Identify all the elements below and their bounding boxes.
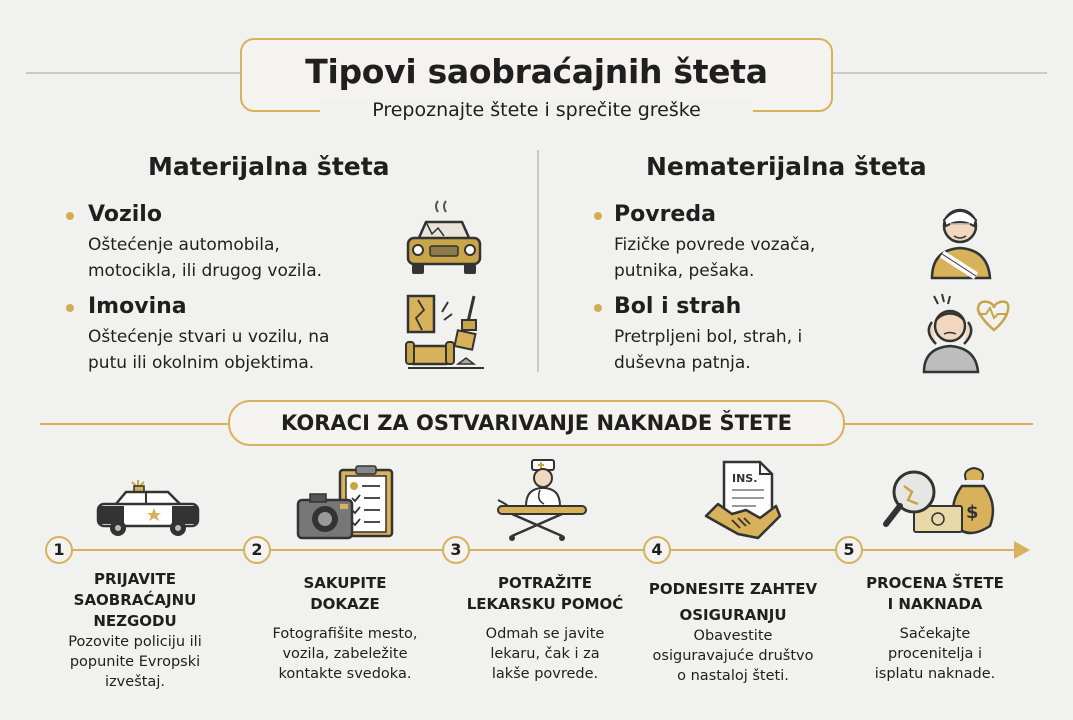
step-title-line: LEKARSKU POMOĆ [466,595,624,613]
broken-property-icon [404,292,486,372]
step-desc-line: Odmah se javite [485,626,605,642]
step-2-title [270,573,420,615]
injured-person-icon [928,198,994,280]
step-3-title [450,573,640,615]
item-desc-line: putnika, pešaka. [614,261,755,281]
steps-section-title: KORACI ZA OSTVARIVANJE NAKNADE ŠTETE [228,400,845,446]
step-number-4: 4 [643,536,671,564]
step-title-line: I NAKNADA [887,595,983,613]
item-desc-line: motocikla, ili drugog vozila. [88,261,323,281]
step-desc-line: procenitelja i [887,646,983,662]
bullet [66,212,74,220]
step-1-title [60,569,210,632]
distressed-person-icon [918,292,1008,374]
step-desc-line: vozila, zabeležite [282,646,408,662]
step-5-desc [860,624,1010,684]
step-title-line: PRIJAVITE [94,570,176,588]
step-3-desc [465,624,625,684]
svg-text:$: $ [966,502,979,523]
police-car-icon [94,478,204,538]
step-desc-line: Obavestite [693,628,773,644]
ins-doc-label: INS. [732,472,758,485]
item-title-povreda: Povreda [614,202,716,227]
step-desc-line: Sačekajte [899,626,971,642]
step-desc-line: lakše povrede. [491,666,599,682]
item-title-vozilo: Vozilo [88,202,162,227]
step-title-line: DOKAZE [310,595,380,613]
step-number-5: 5 [835,536,863,564]
step-2-desc [260,624,430,684]
damaged-car-icon [404,200,484,278]
step-desc-line: isplatu naknade. [874,666,996,682]
bullet [594,304,602,312]
item-desc-line: Oštećenje automobila, [88,235,280,255]
header-rule-right [833,72,1047,74]
step-title-line: NEZGODU [93,612,177,630]
item-desc-line: duševna patnja. [614,353,751,373]
step-number-1: 1 [45,536,73,564]
bullet [66,304,74,312]
item-title-imovina: Imovina [88,294,187,319]
step-title-line: PODNESITE ZAHTEV [648,580,818,598]
steps-rule-right [845,423,1033,425]
header-rule-left [26,72,240,74]
item-desc-line: putu ili okolnim objektima. [88,353,315,373]
step-number-2: 2 [243,536,271,564]
step-1-desc [55,632,215,692]
step-desc-line: osiguravajuće društvo [652,648,814,664]
camera-clipboard-icon [296,466,396,540]
assessment-money-icon [884,466,996,540]
insurance-handshake-icon [704,458,782,542]
step-title-line: POTRAŽITE [497,574,593,592]
column-divider [537,150,539,372]
step-desc-line: popunite Evropski [69,654,201,670]
bullet [594,212,602,220]
step-4-title [648,576,818,628]
timeline-arrow-icon [1014,540,1032,560]
item-desc-line: Pretrpljeni bol, strah, i [614,327,803,347]
timeline-line [58,549,1016,551]
steps-rule-left [40,423,228,425]
step-title-line: PROCENA ŠTETE [866,574,1004,592]
item-desc-line: Oštećenje stvari u vozilu, na [88,327,330,347]
page-title: Tipovi saobraćajnih šteta [305,52,768,91]
step-4-desc [645,626,821,686]
step-title-line: SAOBRAĆAJNU [73,591,197,609]
nonmaterial-title: Nematerijalna šteta [646,152,927,181]
page-subtitle: Prepoznajte štete i sprečite greške [320,99,753,121]
step-desc-line: izveštaj. [105,674,165,690]
step-desc-line: lekaru, čak i za [490,646,600,662]
item-title-bol-i-strah: Bol i strah [614,294,742,319]
step-title-line: SAKUPITE [303,574,387,592]
doctor-stretcher-icon [496,458,588,542]
step-title-line: OSIGURANJU [679,606,787,624]
step-desc-line: Pozovite policiju ili [68,634,202,650]
material-title: Materijalna šteta [148,152,390,181]
item-desc-line: Fizičke povrede vozača, [614,235,816,255]
step-desc-line: o nastaloj šteti. [677,668,789,684]
step-number-3: 3 [442,536,470,564]
step-5-title [860,573,1010,615]
step-desc-line: Fotografišite mesto, [272,626,418,642]
step-desc-line: kontakte svedoka. [278,666,412,682]
